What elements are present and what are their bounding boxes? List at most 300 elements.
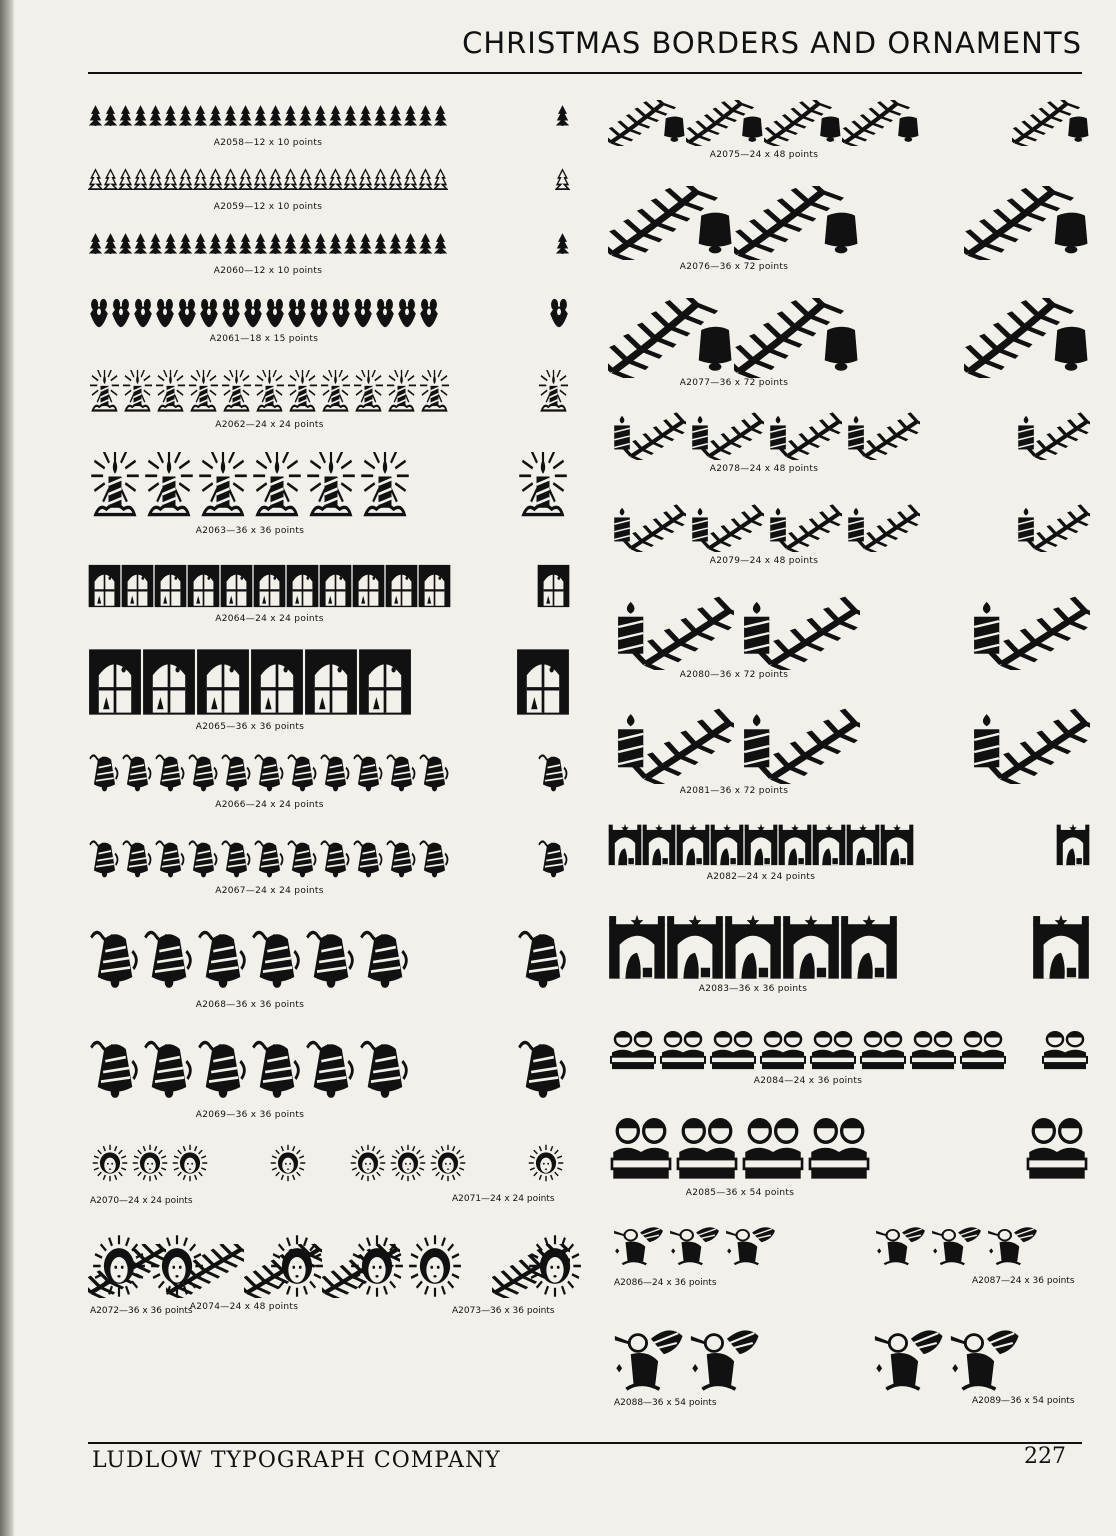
tree-outline-ornament xyxy=(88,168,103,190)
candle-ornament xyxy=(88,370,121,414)
specimen-a2077 xyxy=(608,298,1090,388)
nativity-ornament xyxy=(642,822,676,866)
specimen-a2076 xyxy=(608,186,1090,272)
border-strip xyxy=(88,104,448,126)
tree-ornament xyxy=(358,104,373,126)
branch-candle-ornament xyxy=(686,412,764,460)
bell-ornament xyxy=(250,924,304,992)
specimen-label: A2083—36 x 36 points xyxy=(698,984,808,994)
bell-ornament xyxy=(286,836,319,880)
tree-outline-ornament xyxy=(178,168,193,190)
holly-ornament xyxy=(330,292,352,328)
ornament-group xyxy=(350,1144,466,1182)
tree-outline-ornament xyxy=(373,168,388,190)
nativity-ornament xyxy=(782,912,840,980)
specimen-a2063 xyxy=(88,452,570,536)
tree-outline-ornament xyxy=(193,168,208,190)
carolers-ornament xyxy=(908,1026,958,1070)
specimen-label: A2086—24 x 36 points xyxy=(614,1278,717,1288)
candle-ornament xyxy=(418,370,451,414)
specimen-a2085 xyxy=(608,1110,1090,1198)
specimen-label: A2069—36 x 36 points xyxy=(195,1110,305,1120)
specimen-label: A2060—12 x 10 points xyxy=(213,266,323,276)
tree-outline-ornament xyxy=(148,168,163,190)
specimen-a2059 xyxy=(88,168,570,212)
specimen-a2064 xyxy=(88,564,570,624)
bell-ornament xyxy=(121,750,154,794)
specimen-a2075 xyxy=(608,100,1090,160)
tree-ornament xyxy=(343,232,358,254)
specimen-a2084 xyxy=(608,1026,1090,1086)
carolers-ornament xyxy=(658,1026,708,1070)
window-ornament xyxy=(121,564,154,608)
holly-ornament xyxy=(198,292,220,328)
candle-ornament xyxy=(253,370,286,414)
ornament-group xyxy=(874,1222,1038,1266)
tree-ornament xyxy=(343,104,358,126)
candle-ornament xyxy=(319,370,352,414)
tree-ornament xyxy=(133,104,148,126)
specimen-label: A2070—24 x 24 points xyxy=(90,1196,193,1206)
angel-ornament xyxy=(612,1222,664,1266)
branch-candle-ornament xyxy=(608,596,734,670)
specimen-a2073 xyxy=(350,1234,570,1298)
candle-corner-ornament xyxy=(537,370,570,414)
face-ornament xyxy=(430,1144,466,1182)
border-strip xyxy=(88,564,451,608)
specimen-label: A2072—36 x 36 points xyxy=(90,1306,193,1316)
candle-ornament xyxy=(304,452,358,520)
bell-ornament xyxy=(253,750,286,794)
window-ornament xyxy=(253,564,286,608)
window-ornament xyxy=(187,564,220,608)
border-strip xyxy=(608,298,860,378)
tree-outline-ornament xyxy=(133,168,148,190)
tree-outline-ornament xyxy=(343,168,358,190)
tree-ornament xyxy=(283,232,298,254)
specimen-a2086 xyxy=(612,1222,832,1266)
bell-ornament xyxy=(187,750,220,794)
bell-ornament xyxy=(88,750,121,794)
candle-ornament xyxy=(385,370,418,414)
bell-ornament xyxy=(286,750,319,794)
tree-corner-ornament xyxy=(555,232,570,254)
ornament-group xyxy=(612,1222,776,1266)
window-ornament xyxy=(88,564,121,608)
branch-bell-ornament xyxy=(764,100,842,146)
header-rule xyxy=(88,72,1082,74)
carolers-ornament xyxy=(708,1026,758,1070)
tree-ornament xyxy=(148,232,163,254)
face-ornament xyxy=(132,1144,168,1182)
border-strip xyxy=(608,100,920,146)
tree-ornament xyxy=(418,104,433,126)
tree-ornament xyxy=(208,104,223,126)
tree-outline-ornament xyxy=(328,168,343,190)
tree-ornament xyxy=(148,104,163,126)
specimen-a2068 xyxy=(88,924,570,1010)
holly-ornament xyxy=(308,292,330,328)
page-number: 227 xyxy=(1024,1444,1066,1469)
candle-ornament xyxy=(250,452,304,520)
branch-candle-ornament xyxy=(608,504,686,552)
tree-ornament xyxy=(313,232,328,254)
tree-outline-ornament xyxy=(223,168,238,190)
tree-ornament xyxy=(298,232,313,254)
branch-bell-ornament xyxy=(842,100,920,146)
holly-ornament xyxy=(88,292,110,328)
holly-ornament xyxy=(396,292,418,328)
specimen-a2067 xyxy=(88,836,570,896)
bell-ornament xyxy=(418,836,451,880)
specimen-label: A2067—24 x 24 points xyxy=(215,886,324,896)
bell-ornament xyxy=(358,1034,412,1102)
tree-ornament xyxy=(268,232,283,254)
bell-corner-ornament xyxy=(516,924,570,992)
candle-ornament xyxy=(142,452,196,520)
specimen-label: A2062—24 x 24 points xyxy=(215,420,324,430)
branch-bell-ornament xyxy=(608,186,734,260)
specimen-label: A2076—36 x 72 points xyxy=(679,262,789,272)
tree-ornament xyxy=(253,104,268,126)
tree-outline-ornament xyxy=(298,168,313,190)
tree-ornament xyxy=(298,104,313,126)
candle-ornament xyxy=(154,370,187,414)
face-corner-ornament xyxy=(528,1234,582,1298)
tree-ornament xyxy=(373,104,388,126)
border-strip xyxy=(88,836,451,880)
ornament-group xyxy=(872,1322,1020,1392)
candle-ornament xyxy=(352,370,385,414)
bell-ornament xyxy=(220,836,253,880)
holly-ornament xyxy=(154,292,176,328)
carolers-ornament xyxy=(740,1110,806,1180)
specimen-label: A2078—24 x 48 points xyxy=(709,464,819,474)
angel-ornament xyxy=(688,1322,760,1392)
tree-outline-ornament xyxy=(283,168,298,190)
nativity-ornament xyxy=(840,912,898,980)
tree-ornament xyxy=(88,104,103,126)
branch-candle-ornament xyxy=(608,412,686,460)
bell-ornament xyxy=(253,836,286,880)
specimen-label: A2071—24 x 24 points xyxy=(452,1194,555,1204)
bell-ornament xyxy=(385,750,418,794)
holly-corner-ornament xyxy=(548,292,570,328)
border-strip xyxy=(88,232,448,254)
bell-ornament xyxy=(187,836,220,880)
holly-ornament xyxy=(264,292,286,328)
ornament-group xyxy=(92,1234,204,1298)
tree-ornament xyxy=(103,232,118,254)
bell-ornament xyxy=(358,924,412,992)
carolers-ornament xyxy=(608,1026,658,1070)
branch-candle-ornament xyxy=(686,504,764,552)
tree-outline-ornament xyxy=(388,168,403,190)
footer-company: LUDLOW TYPOGRAPH COMPANY xyxy=(92,1448,501,1473)
specimen-a2088 xyxy=(612,1322,832,1392)
branch-bell-corner-ornament xyxy=(964,298,1090,378)
angel-ornament xyxy=(948,1322,1020,1392)
bell-ornament xyxy=(154,750,187,794)
specimen-a2082 xyxy=(608,822,1090,882)
tree-ornament xyxy=(193,104,208,126)
tree-ornament xyxy=(178,232,193,254)
window-ornament xyxy=(88,648,142,716)
candle-corner-ornament xyxy=(516,452,570,520)
window-ornament xyxy=(385,564,418,608)
tree-outline-ornament xyxy=(313,168,328,190)
tree-ornament xyxy=(163,104,178,126)
branch-candle-ornament xyxy=(842,504,920,552)
border-strip xyxy=(88,648,412,716)
bell-ornament xyxy=(250,1034,304,1102)
tree-ornament xyxy=(238,232,253,254)
specimen-label: A2080—36 x 72 points xyxy=(679,670,789,680)
tree-ornament xyxy=(433,232,448,254)
tree-ornament xyxy=(253,232,268,254)
angel-ornament xyxy=(986,1222,1038,1266)
nativity-ornament xyxy=(778,822,812,866)
specimen-a2072 xyxy=(92,1234,312,1298)
bell-ornament xyxy=(88,1034,142,1102)
face-ornament xyxy=(350,1234,404,1298)
bell-ornament xyxy=(220,750,253,794)
tree-ornament xyxy=(88,232,103,254)
branch-candle-ornament xyxy=(608,708,734,784)
carolers-ornament xyxy=(808,1026,858,1070)
specimen-a2060 xyxy=(88,232,570,276)
border-strip xyxy=(608,1110,872,1180)
border-strip xyxy=(88,452,412,520)
branch-candle-ornament xyxy=(734,708,860,784)
bell-ornament xyxy=(385,836,418,880)
tree-ornament xyxy=(268,104,283,126)
holly-ornament xyxy=(132,292,154,328)
tree-ornament xyxy=(223,232,238,254)
specimen-a2080 xyxy=(608,596,1090,680)
border-strip xyxy=(88,292,440,328)
specimen-label: A2075—24 x 48 points xyxy=(709,150,819,160)
specimen-a2079 xyxy=(608,504,1090,566)
bell-ornament xyxy=(196,924,250,992)
tree-ornament xyxy=(388,232,403,254)
tree-ornament xyxy=(328,104,343,126)
specimen-a2070 xyxy=(92,1144,312,1182)
tree-outline-ornament xyxy=(358,168,373,190)
tree-ornament xyxy=(133,232,148,254)
tree-ornament xyxy=(283,104,298,126)
branch-candle-corner-ornament xyxy=(964,596,1090,670)
bell-corner-ornament xyxy=(537,750,570,794)
tree-ornament xyxy=(403,232,418,254)
tree-outline-ornament xyxy=(163,168,178,190)
holly-ornament xyxy=(286,292,308,328)
angel-ornament xyxy=(872,1322,944,1392)
tree-ornament xyxy=(373,232,388,254)
angel-ornament xyxy=(874,1222,926,1266)
specimen-a2061 xyxy=(88,292,570,344)
window-ornament xyxy=(418,564,451,608)
nativity-corner-ornament xyxy=(1056,822,1090,866)
branch-candle-corner-ornament xyxy=(964,708,1090,784)
bell-ornament xyxy=(142,1034,196,1102)
window-ornament xyxy=(304,648,358,716)
border-strip xyxy=(608,708,860,784)
branch-candle-ornament xyxy=(764,412,842,460)
tree-ornament xyxy=(388,104,403,126)
bell-ornament xyxy=(154,836,187,880)
nativity-ornament xyxy=(710,822,744,866)
branch-bell-ornament xyxy=(608,298,734,378)
tree-outline-ornament xyxy=(118,168,133,190)
window-ornament xyxy=(142,648,196,716)
border-strip xyxy=(608,822,914,866)
bell-ornament xyxy=(142,924,196,992)
holly-ornament xyxy=(352,292,374,328)
page-title: CHRISTMAS BORDERS AND ORNAMENTS xyxy=(462,26,1082,60)
footer-rule xyxy=(88,1442,1082,1444)
specimen-a2087 xyxy=(874,1222,1094,1266)
carolers-corner-ornament xyxy=(1024,1110,1090,1180)
bell-ornament xyxy=(88,924,142,992)
carolers-ornament xyxy=(958,1026,1008,1070)
angel-ornament xyxy=(668,1222,720,1266)
face-ornament xyxy=(172,1144,208,1182)
specimen-label: A2066—24 x 24 points xyxy=(215,800,324,810)
window-ornament xyxy=(220,564,253,608)
border-strip xyxy=(608,412,920,460)
window-corner-ornament xyxy=(516,648,570,716)
face-corner-ornament xyxy=(270,1234,324,1298)
specimen-label: A2063—36 x 36 points xyxy=(195,526,305,536)
tree-outline-ornament xyxy=(433,168,448,190)
holly-ornament xyxy=(418,292,440,328)
nativity-ornament xyxy=(676,822,710,866)
face-ornament xyxy=(390,1144,426,1182)
bell-ornament xyxy=(196,1034,250,1102)
tree-ornament xyxy=(103,104,118,126)
tree-ornament xyxy=(118,232,133,254)
face-corner-ornament xyxy=(270,1144,306,1182)
window-ornament xyxy=(196,648,250,716)
border-strip xyxy=(608,504,920,552)
face-ornament xyxy=(92,1234,146,1298)
carolers-ornament xyxy=(674,1110,740,1180)
carolers-ornament xyxy=(758,1026,808,1070)
tree-ornament xyxy=(403,104,418,126)
face-corner-ornament xyxy=(528,1144,564,1182)
face-ornament xyxy=(150,1234,204,1298)
window-ornament xyxy=(286,564,319,608)
border-strip xyxy=(88,750,451,794)
carolers-ornament xyxy=(858,1026,908,1070)
holly-ornament xyxy=(374,292,396,328)
specimen-a2081 xyxy=(608,708,1090,796)
specimen-label: A2064—24 x 24 points xyxy=(215,614,324,624)
holly-ornament xyxy=(176,292,198,328)
branch-bell-corner-ornament xyxy=(1012,100,1090,146)
branch-bell-ornament xyxy=(686,100,764,146)
tree-ornament xyxy=(118,104,133,126)
specimen-label: A2089—36 x 54 points xyxy=(972,1396,1075,1406)
candle-ornament xyxy=(121,370,154,414)
candle-ornament xyxy=(88,452,142,520)
nativity-ornament xyxy=(880,822,914,866)
window-corner-ornament xyxy=(537,564,570,608)
window-ornament xyxy=(319,564,352,608)
specimen-label: A2082—24 x 24 points xyxy=(706,872,816,882)
bell-ornament xyxy=(304,1034,358,1102)
specimen-a2071 xyxy=(350,1144,570,1182)
tree-outline-ornament xyxy=(208,168,223,190)
nativity-ornament xyxy=(608,822,642,866)
border-strip xyxy=(88,1034,412,1102)
holly-ornament xyxy=(220,292,242,328)
book-spine-shadow xyxy=(0,0,14,1536)
bell-ornament xyxy=(319,836,352,880)
tree-ornament xyxy=(193,232,208,254)
bell-ornament xyxy=(352,836,385,880)
window-ornament xyxy=(352,564,385,608)
border-strip xyxy=(608,596,860,670)
branch-candle-ornament xyxy=(842,412,920,460)
face-ornament xyxy=(92,1144,128,1182)
bell-ornament xyxy=(304,924,358,992)
border-strip xyxy=(88,924,412,992)
tree-ornament xyxy=(313,104,328,126)
border-strip xyxy=(608,186,860,260)
ornament-group xyxy=(350,1234,462,1298)
border-strip xyxy=(608,912,898,980)
branch-candle-corner-ornament xyxy=(1012,412,1090,460)
branch-candle-ornament xyxy=(764,504,842,552)
specimen-a2062 xyxy=(88,370,570,430)
tree-ornament xyxy=(328,232,343,254)
nativity-ornament xyxy=(724,912,782,980)
candle-ornament xyxy=(358,452,412,520)
face-ornament xyxy=(350,1144,386,1182)
tree-outline-ornament xyxy=(418,168,433,190)
ornament-group xyxy=(612,1322,760,1392)
branch-candle-ornament xyxy=(734,596,860,670)
specimen-label: A2065—36 x 36 points xyxy=(195,722,305,732)
window-ornament xyxy=(250,648,304,716)
tree-ornament xyxy=(163,232,178,254)
specimen-a2069 xyxy=(88,1034,570,1120)
tree-corner-ornament xyxy=(555,104,570,126)
border-strip xyxy=(88,370,451,414)
specimen-label: A2087—24 x 36 points xyxy=(972,1276,1075,1286)
face-ornament xyxy=(408,1234,462,1298)
window-ornament xyxy=(358,648,412,716)
window-ornament xyxy=(154,564,187,608)
candle-ornament xyxy=(196,452,250,520)
specimen-a2066 xyxy=(88,750,570,810)
tree-outline-ornament xyxy=(103,168,118,190)
candle-ornament xyxy=(286,370,319,414)
branch-candle-corner-ornament xyxy=(1012,504,1090,552)
bell-ornament xyxy=(88,836,121,880)
specimen-a2083 xyxy=(608,912,1090,994)
nativity-ornament xyxy=(812,822,846,866)
tree-outline-ornament xyxy=(268,168,283,190)
bell-ornament xyxy=(319,750,352,794)
tree-outline-ornament xyxy=(238,168,253,190)
tree-ornament xyxy=(223,104,238,126)
specimen-label: A2073—36 x 36 points xyxy=(452,1306,555,1316)
carolers-corner-ornament xyxy=(1040,1026,1090,1070)
carolers-ornament xyxy=(806,1110,872,1180)
